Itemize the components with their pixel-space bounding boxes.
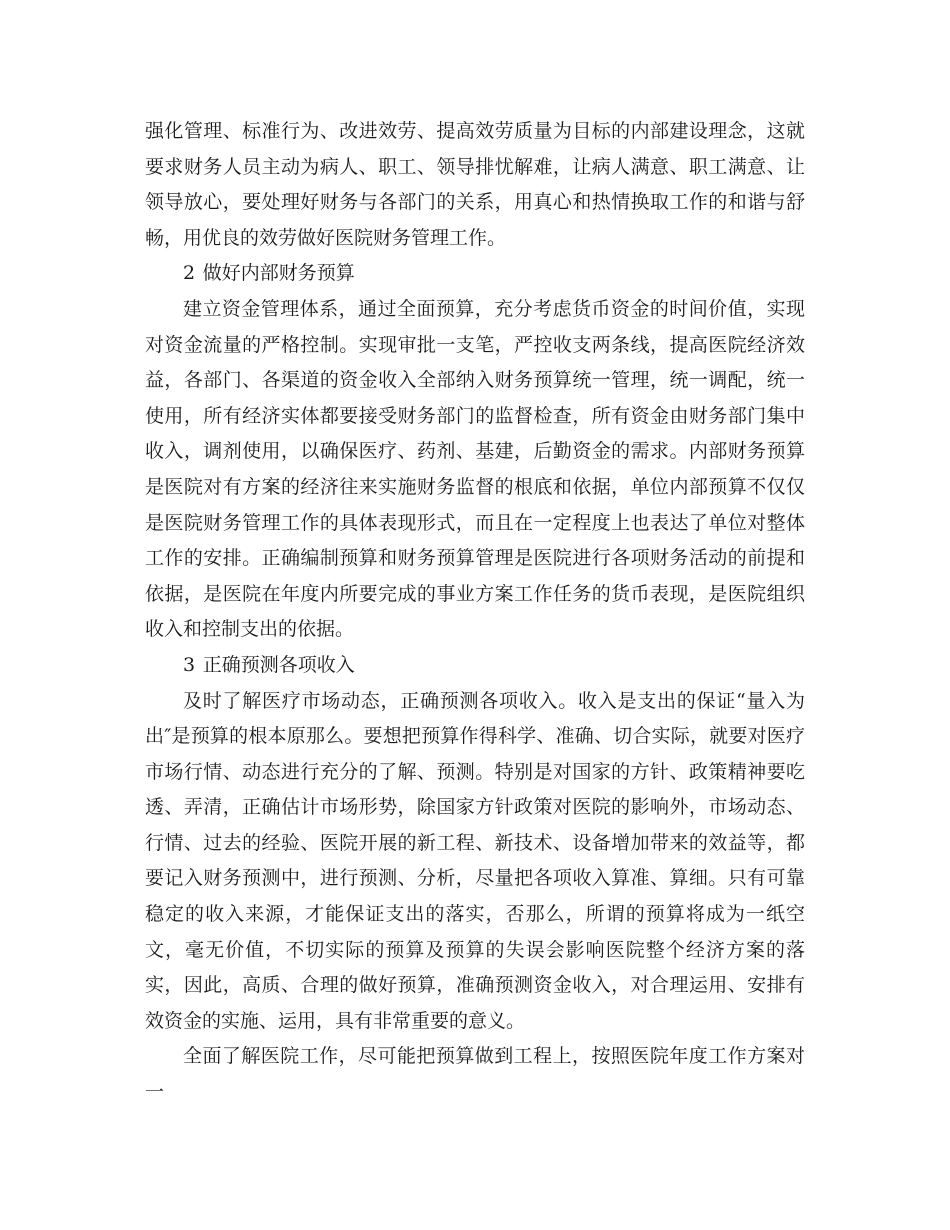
section-number: 3 — [183, 653, 196, 676]
section-title: 做好内部财务预算 — [202, 262, 355, 285]
section-title: 正确预测各项收入 — [202, 653, 355, 676]
paragraph-income: 及时了解医疗市场动态，正确预测各项收入。收入是支出的保证“量入为出″是预算的根本原那么。要想把预算作得科学、准确、切合实际，就要对医疗市场行情、动态进行充分的了解、预测。特别是对国家的方针、政策精神要吃透、弄清，正确估计市场形势，除国家方针政策对医院的影响外，市场动态、行情、过去的经验、医院开展的新工程、新技术、设备增加带来的效益等，都要记入财务预测中，进行预测、分析，尽量把各项收入算准、算细。只有可靠稳定的收入来源，才能保证支出的落实，否那么，所谓的预算将成为一纸空文，毫无价值，不切实际的预算及预算的失误会影响医院整个经济方案的落实，因此，高质、合理的做好预算，准确预测资金收入，对合理运用、安排有效资金的实施、运用，具有非常重要的意义。 — [145, 689, 805, 1032]
section-heading-3 — [145, 648, 805, 684]
section-number: 2 — [183, 262, 196, 285]
paragraph-continued: 强化管理、标准行为、改进效劳、提高效劳质量为目标的内部建设理念，这就要求财务人员主动为病人、职工、领导排忧解难，让病人满意、职工满意、让领导放心，要处理好财务与各部门的关系，用真心和热情换取工作的和谐与舒畅，用优良的效劳做好医院财务管理工作。 — [145, 120, 805, 249]
document-page — [145, 114, 805, 1111]
paragraph-truncated: 全面了解医院工作，尽可能把预算做到工程上，按照医院年度工作方案对一 — [145, 1045, 805, 1104]
paragraph-budget: 建立资金管理体系，通过全面预算，充分考虑货币资金的时间价值，实现对资金流量的严格控制。实现审批一支笔，严控收支两条线，提高医院经济效益，各部门、各渠道的资金收入全部纳入财务预算统一管理，统一调配，统一使用，所有经济实体都要接受财务部门的监督检查，所有资金由财务部门集中收入，调剂使用，以确保医疗、药剂、基建，后勤资金的需求。内部财务预算是医院对有方案的经济往来实施财务监督的根底和依据，单位内部预算不仅仅是医院财务管理工作的具体表现形式，而且在一定程度上也表达了单位对整体工作的安排。正确编制预算和财务预算管理是医院进行各项财务活动的前提和依据，是医院在年度内所要完成的事业方案工作任务的货币表现，是医院组织收入和控制支出的依据。 — [145, 297, 805, 641]
section-heading-2 — [145, 256, 805, 292]
